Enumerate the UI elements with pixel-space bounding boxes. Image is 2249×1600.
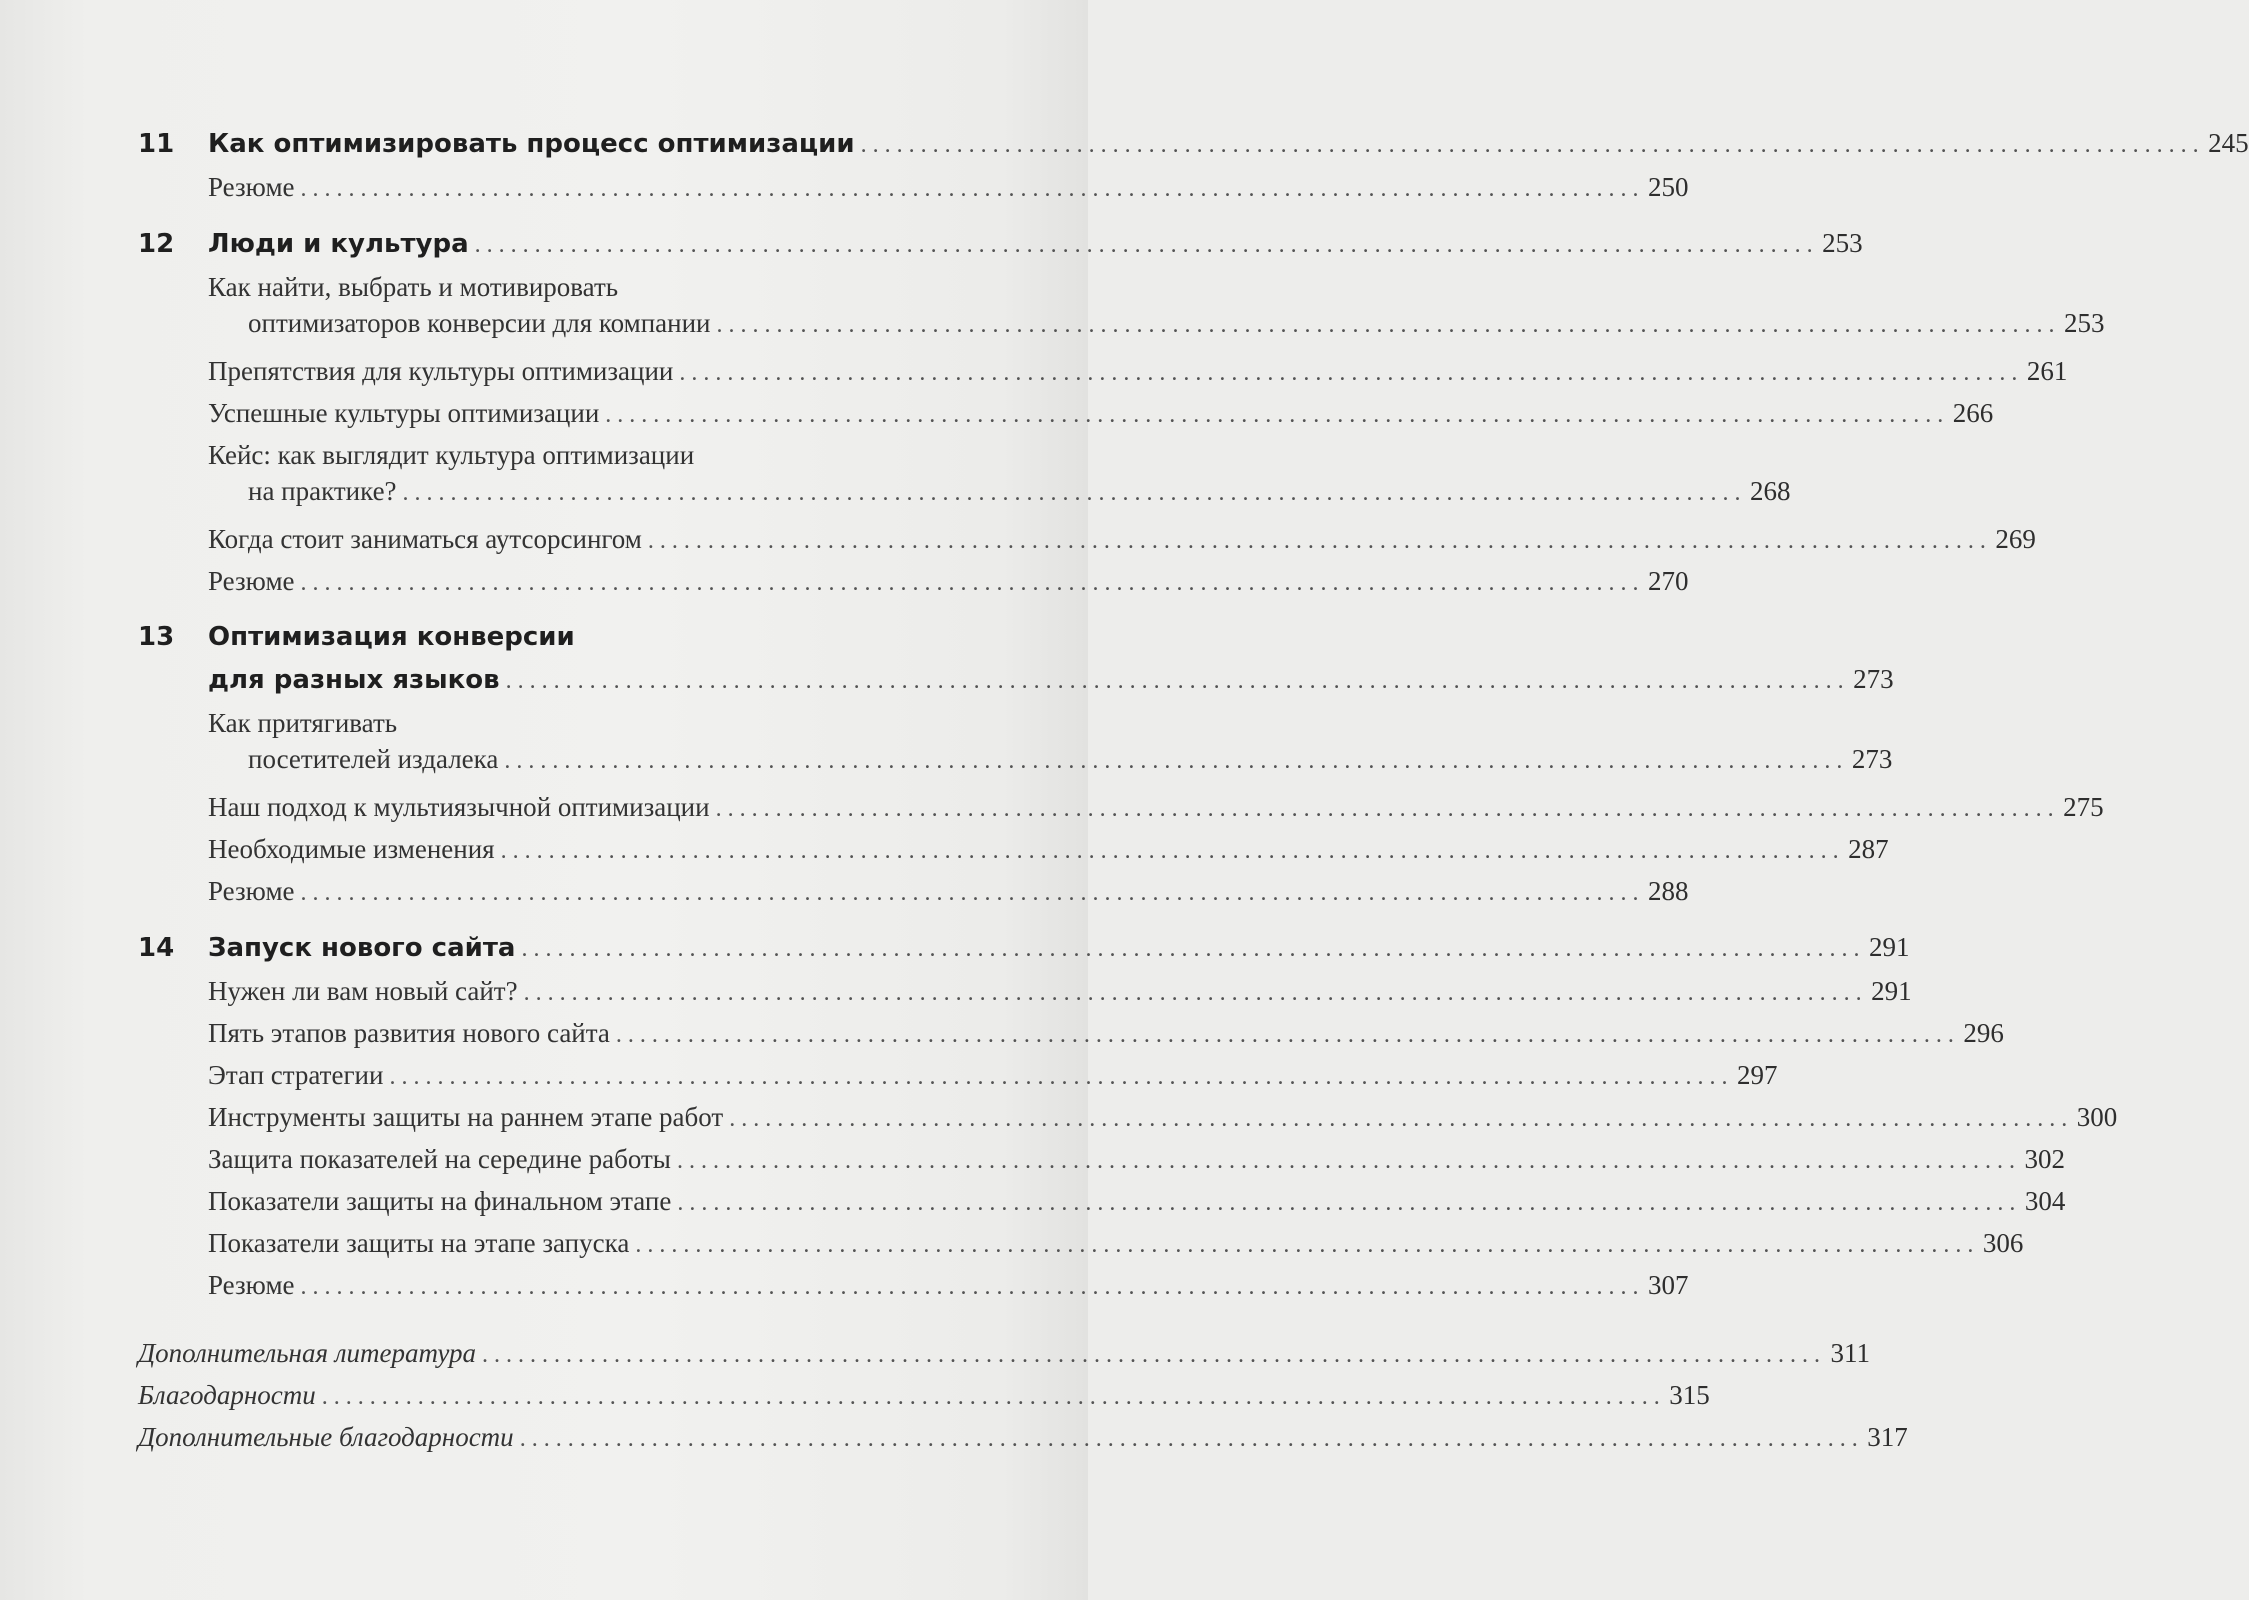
toc-entry[interactable] xyxy=(208,566,1689,608)
toc-entry[interactable] xyxy=(208,1144,2065,1186)
dot-leader xyxy=(506,668,1844,695)
chapter-number: 11 xyxy=(138,129,175,159)
chapter-heading[interactable] xyxy=(138,622,1894,708)
dot-leader xyxy=(648,528,1986,555)
toc-entry[interactable] xyxy=(208,1270,1689,1312)
dot-leader xyxy=(520,1426,1858,1453)
dot-leader xyxy=(717,312,2055,339)
toc-entry[interactable] xyxy=(208,1102,2118,1144)
toc-entry[interactable] xyxy=(208,708,1893,792)
toc-entry[interactable] xyxy=(208,976,1912,1018)
chapter-12 xyxy=(138,228,2105,608)
entry-label: Резюме xyxy=(208,172,295,202)
toc-entry[interactable] xyxy=(208,272,2105,356)
dot-leader xyxy=(861,132,2199,159)
toc-entry[interactable] xyxy=(208,440,1791,524)
entry-label-line2: оптимизаторов конверсии для компании xyxy=(248,308,711,338)
chapter-number: 12 xyxy=(138,229,175,259)
dot-leader xyxy=(389,1064,1727,1091)
entry-page-number: 261 xyxy=(2026,356,2068,386)
appendix-page-number: 311 xyxy=(1830,1338,1870,1368)
entry-page-number: 275 xyxy=(2063,792,2104,822)
entry-page-number: 250 xyxy=(1648,172,1689,202)
dot-leader xyxy=(716,796,2054,823)
dot-leader xyxy=(403,480,1741,507)
entry-label: Показатели защиты на этапе запуска xyxy=(208,1228,630,1258)
entry-label-line1: Кейс: как выглядит культура оптимизации xyxy=(208,440,695,470)
toc-entry[interactable] xyxy=(208,1186,2066,1228)
entry-label: Препятствия для культуры оптимизации xyxy=(208,356,674,386)
appendix-entry-acknowledgements[interactable] xyxy=(138,1380,1710,1422)
section-list xyxy=(208,976,2118,1312)
dot-leader xyxy=(301,1274,1639,1301)
entry-page-number: 273 xyxy=(1851,744,1893,774)
entry-label: Когда стоит заниматься аутсорсингом xyxy=(208,524,642,554)
chapter-13 xyxy=(138,622,2104,918)
dot-leader xyxy=(635,1232,1973,1259)
toc-entry[interactable] xyxy=(208,172,1689,214)
entry-page-number: 288 xyxy=(1648,876,1689,906)
toc-entry[interactable] xyxy=(208,876,1689,918)
appendix-page-number: 315 xyxy=(1669,1380,1710,1410)
dot-leader xyxy=(679,360,2017,387)
toc-entry[interactable] xyxy=(208,792,2104,834)
dot-leader xyxy=(605,402,1943,429)
appendix-label: Дополнительные благодарности xyxy=(138,1422,514,1452)
toc-entry[interactable] xyxy=(208,1228,2024,1270)
entry-label: Успешные культуры оптимизации xyxy=(208,398,600,428)
appendix-list xyxy=(138,1338,1908,1464)
chapter-page-number: 245 xyxy=(2208,128,2249,158)
chapter-title: Люди и культура xyxy=(208,229,469,259)
entry-page-number: 307 xyxy=(1648,1270,1689,1300)
entry-label: Резюме xyxy=(208,1270,295,1300)
appendix-page-number: 317 xyxy=(1867,1422,1908,1452)
entry-page-number: 302 xyxy=(2024,1144,2065,1174)
table-of-contents xyxy=(138,128,2249,1326)
dot-leader xyxy=(616,1022,1954,1049)
entry-label: Необходимые изменения xyxy=(208,834,495,864)
toc-entry[interactable] xyxy=(208,834,1889,876)
chapter-title: Запуск нового сайта xyxy=(208,933,516,963)
chapter-11 xyxy=(138,128,2249,214)
entry-page-number: 270 xyxy=(1648,566,1689,596)
chapter-title-line1: Оптимизация конверсии xyxy=(208,622,575,652)
entry-page-number: 300 xyxy=(2076,1102,2118,1132)
section-list xyxy=(208,272,2105,608)
dot-leader xyxy=(482,1342,1820,1369)
entry-label-line2: на практике? xyxy=(248,476,397,506)
chapter-heading[interactable] xyxy=(138,128,2249,172)
chapter-page-number: 273 xyxy=(1853,664,1894,694)
chapter-heading[interactable] xyxy=(138,932,1910,976)
chapter-14 xyxy=(138,932,2118,1312)
appendix-label: Благодарности xyxy=(138,1380,316,1410)
chapter-title-line2: для разных языков xyxy=(208,665,500,695)
chapter-page-number: 291 xyxy=(1868,932,1910,962)
dot-leader xyxy=(301,570,1639,597)
entry-page-number: 306 xyxy=(1982,1228,2024,1258)
appendix-label: Дополнительная литература xyxy=(138,1338,476,1368)
entry-label: Защита показателей на середине работы xyxy=(208,1144,671,1174)
dot-leader xyxy=(322,1384,1660,1411)
dot-leader xyxy=(677,1190,2015,1217)
entry-page-number: 304 xyxy=(2024,1186,2066,1216)
entry-label: Наш подход к мультиязычной оптимизации xyxy=(208,792,710,822)
section-list xyxy=(208,708,2104,918)
entry-label: Нужен ли вам новый сайт? xyxy=(208,976,518,1006)
entry-page-number: 297 xyxy=(1736,1060,1778,1090)
section-list xyxy=(208,172,1689,214)
dot-leader xyxy=(475,232,1813,259)
dot-leader xyxy=(504,748,1842,775)
chapter-number: 14 xyxy=(138,933,175,963)
dot-leader xyxy=(501,838,1839,865)
chapter-heading[interactable] xyxy=(138,228,1863,272)
chapter-title: Как оптимизировать процесс оптимизации xyxy=(208,129,855,159)
entry-label: Инструменты защиты на раннем этапе работ xyxy=(208,1102,724,1132)
toc-entry[interactable] xyxy=(208,356,2068,398)
entry-page-number: 287 xyxy=(1848,834,1889,864)
chapter-number: 13 xyxy=(138,622,175,652)
entry-page-number: 268 xyxy=(1750,476,1791,506)
entry-label-line2: посетителей издалека xyxy=(248,744,499,774)
appendix-entry-literature[interactable] xyxy=(138,1338,1870,1380)
entry-label: Резюме xyxy=(208,566,295,596)
entry-label-line1: Как притягивать xyxy=(208,708,398,738)
dot-leader xyxy=(524,980,1862,1007)
entry-page-number: 296 xyxy=(1963,1018,2004,1048)
entry-label-line1: Как найти, выбрать и мотивировать xyxy=(208,272,619,302)
entry-page-number: 266 xyxy=(1952,398,1994,428)
entry-page-number: 253 xyxy=(2064,308,2105,338)
toc-entry[interactable] xyxy=(208,398,1994,440)
entry-label: Пять этапов развития нового сайта xyxy=(208,1018,610,1048)
dot-leader xyxy=(301,880,1639,907)
dot-leader xyxy=(729,1106,2067,1133)
entry-label: Резюме xyxy=(208,876,295,906)
chapter-page-number: 253 xyxy=(1822,228,1863,258)
toc-entry[interactable] xyxy=(208,524,2036,566)
entry-label: Показатели защиты на финальном этапе xyxy=(208,1186,672,1216)
dot-leader xyxy=(521,936,1859,963)
dot-leader xyxy=(301,176,1639,203)
toc-entry[interactable] xyxy=(208,1018,2004,1060)
entry-label: Этап стратегии xyxy=(208,1060,384,1090)
entry-page-number: 269 xyxy=(1995,524,2036,554)
appendix-entry-additional-acknowledgements[interactable] xyxy=(138,1422,1908,1464)
dot-leader xyxy=(677,1148,2015,1175)
toc-entry[interactable] xyxy=(208,1060,1778,1102)
entry-page-number: 291 xyxy=(1871,976,1912,1006)
